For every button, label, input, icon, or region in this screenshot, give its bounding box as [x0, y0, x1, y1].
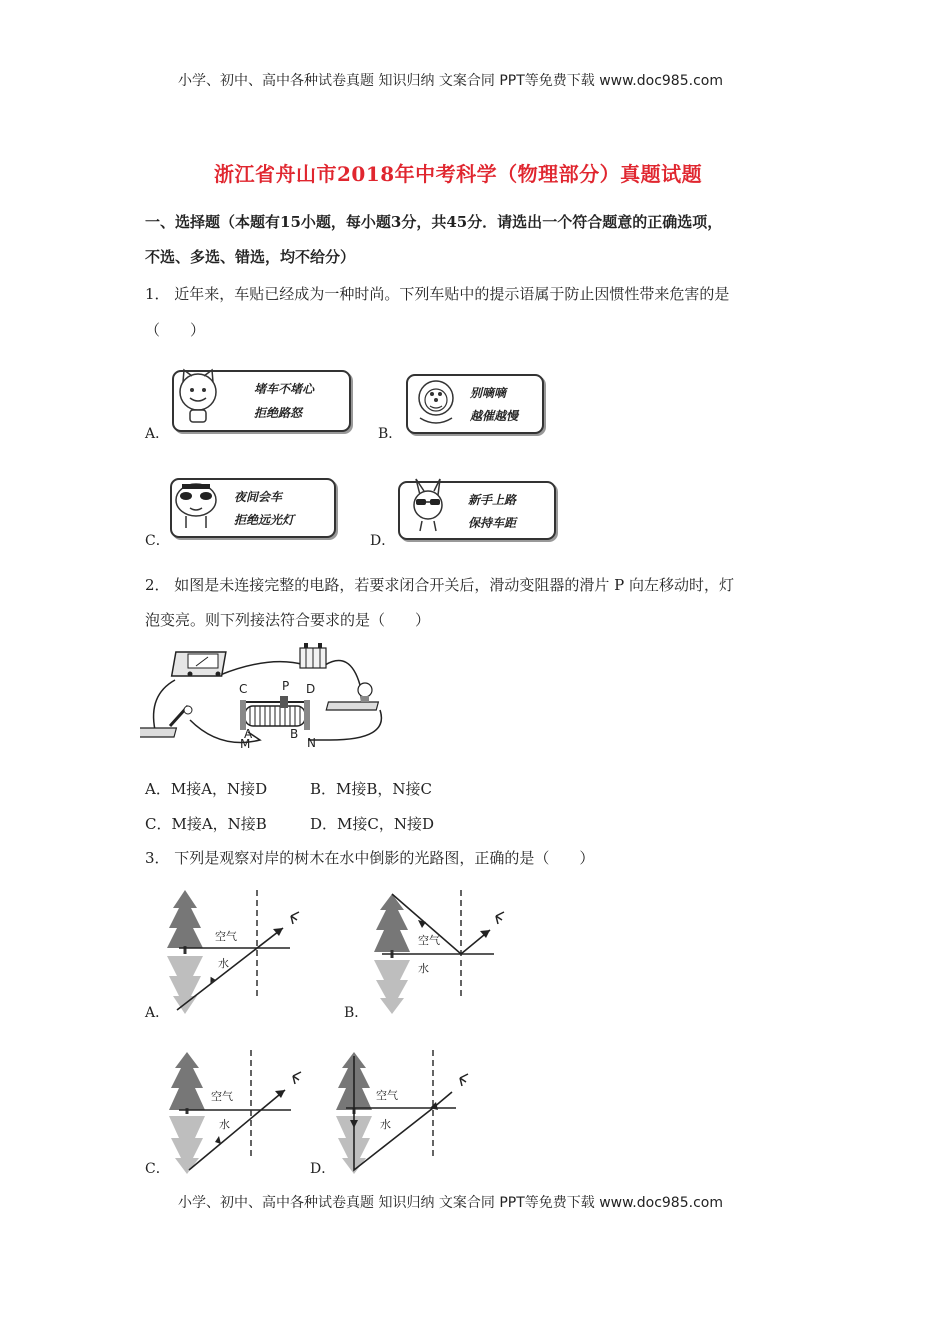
q2-circuit-diagram: [140, 640, 410, 756]
tree-reflection-icon: [169, 1116, 205, 1174]
terminal-b-label: B: [290, 727, 299, 741]
q1-sticker-b-text2: 越催越慢: [470, 409, 519, 423]
light-ray: [354, 1056, 452, 1170]
q3-stem: 3． 下列是观察对岸的树木在水中倒影的光路图，正确的是（ ）: [145, 849, 595, 867]
q2-option-c: C．M接A，N接B: [145, 815, 267, 833]
q1-sticker-b: [406, 374, 544, 434]
q1-stem-line2: （ ）: [145, 321, 206, 339]
cartoon-cat-icon: [174, 366, 226, 424]
q2-option-d: D．M接C，N接D: [310, 815, 435, 833]
q2-stem-line1: 2． 如图是未连接完整的电路，若要求闭合开关后，滑动变阻器的滑片 P 向左移动时，灯: [145, 576, 734, 594]
tree-reflection-icon: [167, 956, 203, 1014]
q1-option-b-label: B．: [378, 426, 403, 442]
q1-sticker-b-text1: 别嘀嘀: [470, 386, 507, 400]
page-title: 浙江省舟山市2018年中考科学（物理部分）真题试题: [214, 162, 703, 186]
slider-p-label: P: [282, 679, 290, 693]
eye-icon: [496, 912, 504, 924]
air-label: 空气: [376, 1089, 398, 1102]
terminal-c-label: C: [239, 682, 248, 696]
q3-diagram-b: [370, 888, 510, 1018]
q3-option-c-label: C．: [145, 1161, 170, 1177]
q1-sticker-a-text2: 拒绝路怒: [254, 406, 303, 420]
eye-icon: [293, 1072, 301, 1084]
page-header: 小学、初中、高中各种试卷真题 知识归纳 文案合同 PPT等免费下载 www.doc985.com: [178, 73, 723, 89]
q1-sticker-c: [170, 478, 336, 538]
wire-bulb-n: [308, 710, 381, 740]
wire-m-label: M: [240, 737, 251, 751]
air-label: 空气: [418, 934, 440, 947]
q3-diagram-d: [332, 1048, 477, 1178]
tree-icon: [167, 890, 203, 954]
section-heading-line1: 一、选择题（本题有15小题，每小题3分，共45分．请选出一个符合题意的正确选项，: [145, 213, 723, 231]
q1-option-a-label: A．: [145, 426, 170, 442]
q2-option-b: B．M接B，N接C: [310, 780, 433, 798]
cartoon-rabbit-icon: [404, 477, 454, 533]
wire-meter-battery: [220, 662, 305, 675]
q1-sticker-a: [172, 370, 351, 432]
q1-sticker-d-text1: 新手上路: [468, 493, 517, 507]
q1-stem-line1: 1． 近年来，车贴已经成为一种时尚。下列车贴中的提示语属于防止因惯性带来危害的是: [145, 285, 730, 303]
eye-icon: [460, 1074, 468, 1086]
q1-sticker-c-text1: 夜间会车: [234, 490, 283, 504]
q1-sticker-a-text1: 堵车不堵心: [254, 382, 315, 396]
q1-option-c-label: C．: [145, 533, 170, 549]
q3-diagram-c: [165, 1048, 305, 1178]
switch-icon: [140, 706, 192, 737]
light-ray: [189, 1090, 285, 1170]
page-footer: 小学、初中、高中各种试卷真题 知识归纳 文案合同 PPT等免费下载 www.doc985.com: [178, 1195, 723, 1211]
water-label: 水: [380, 1118, 391, 1131]
q3-option-d-label: D．: [310, 1161, 336, 1177]
tree-icon: [374, 894, 410, 958]
q3-option-a-label: A．: [145, 1005, 170, 1021]
terminal-d-label: D: [306, 682, 316, 696]
wire-battery-bulb: [325, 661, 362, 706]
section-heading-line2: 不选、多选、错选，均不给分）: [145, 248, 356, 266]
q1-sticker-d-text2: 保持车距: [468, 516, 517, 530]
air-label: 空气: [211, 1090, 233, 1103]
eye-icon: [291, 912, 299, 924]
water-label: 水: [418, 962, 429, 975]
q1-sticker-d: [398, 481, 556, 540]
water-label: 水: [218, 957, 229, 970]
q3-option-b-label: B．: [344, 1005, 369, 1021]
battery-icon: [300, 643, 326, 668]
q1-sticker-c-text2: 拒绝远光灯: [234, 513, 295, 527]
ammeter-icon: [172, 652, 226, 677]
air-label: 空气: [215, 930, 237, 943]
rheostat-icon: [240, 696, 310, 730]
tree-reflection-icon: [374, 960, 410, 1014]
q1-option-d-label: D．: [370, 533, 396, 549]
q2-option-a: A．M接A，N接D: [145, 780, 268, 798]
wire-n-label: N: [307, 736, 316, 750]
bulb-icon: [326, 683, 378, 710]
cartoon-panda-icon: [172, 476, 222, 532]
water-label: 水: [219, 1118, 230, 1131]
q3-diagram-a: [165, 888, 305, 1018]
tree-icon: [169, 1052, 205, 1114]
terminal-a-label: A: [244, 727, 253, 741]
cartoon-robot-icon: [412, 376, 462, 430]
q2-stem-line2: 泡变亮。则下列接法符合要求的是（ ）: [145, 611, 431, 629]
